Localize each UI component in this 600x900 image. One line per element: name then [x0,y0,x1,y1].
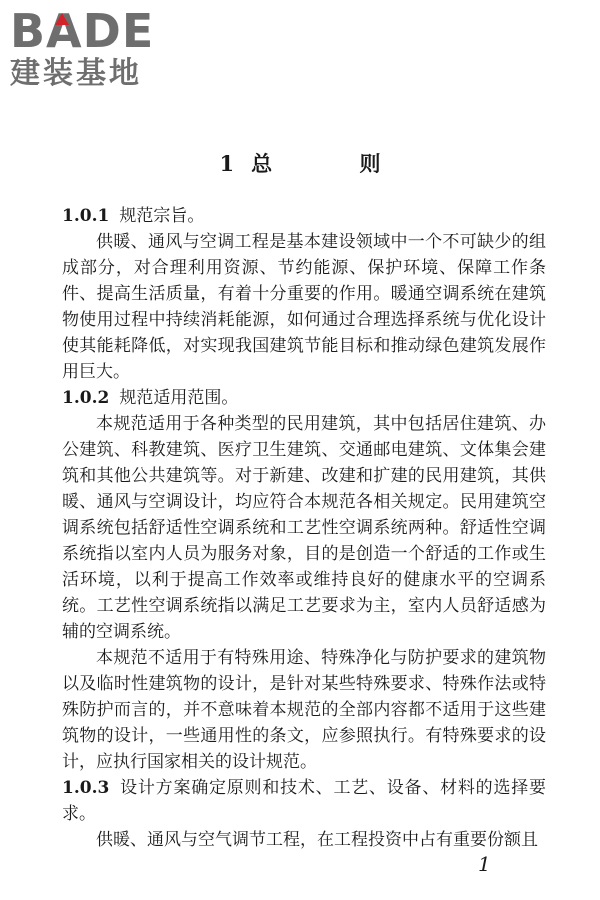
clause-heading-1-0-2 [62,385,546,411]
clause-title: 规范宗旨。 [119,206,205,226]
paragraph: 本规范不适用于有特殊用途、特殊净化与防护要求的建筑物以及临时性建筑物的设计，是针对某些特殊要求、特殊作法或特殊防护而言的，并不意味着本规范的全部内容都不适用于这些建筑物的设计，一些通用性的条文，应参照执行。有特殊要求的设计，应执行国家相关的设计规范。 [62,648,546,772]
clause-number: 1.0.1 [62,206,110,226]
paragraph: 供暖、通风与空气调节工程，在工程投资中占有重要份额且 [96,830,538,850]
clause-number: 1.0.3 [62,778,110,798]
chapter-number: 1 [219,151,236,176]
chapter-name: 总 则 [251,151,421,176]
page-number: 1 [478,852,491,876]
clause-number: 1.0.2 [62,388,110,408]
logo-accent-triangle-icon [55,13,69,25]
chapter-title [0,148,600,178]
document-body [62,203,546,853]
logo-subtitle: 建装基地 [10,56,142,91]
logo-wordmark: BADE [10,4,155,58]
paragraph: 供暖、通风与空调工程是基本建设领域中一个不可缺少的组成部分，对合理利用资源、节约能源、保护环境、保障工作条件、提高生活质量，有着十分重要的作用。暖通空调系统在建筑物使用过程中持续消耗能源，如何通过合理选择系统与优化设计使其能耗降低，对实现我国建筑节能目标和推动绿色建筑发展作用巨大。 [62,232,546,382]
clause-heading-1-0-1 [62,203,546,229]
clause-heading-1-0-3 [62,775,546,827]
bade-logo [10,6,180,96]
paragraph: 本规范适用于各种类型的民用建筑，其中包括居住建筑、办公建筑、科教建筑、医疗卫生建筑、交通邮电建筑、文体集会建筑和其他公共建筑等。对于新建、改建和扩建的民用建筑，其供暖、通风与空调设计，均应符合本规范各相关规定。民用建筑空调系统包括舒适性空调系统和工艺性空调系统两种。舒适性空调系统指以室内人员为服务对象，目的是创造一个舒适的工作或生活环境，以利于提高工作效率或维持良好的健康水平的空调系统。工艺性空调系统指以满足工艺要求为主，室内人员舒适感为辅的空调系统。 [62,414,546,642]
clause-title: 设计方案确定原则和技术、工艺、设备、材料的选择要求。 [62,778,546,824]
clause-title: 规范适用范围。 [119,388,239,408]
